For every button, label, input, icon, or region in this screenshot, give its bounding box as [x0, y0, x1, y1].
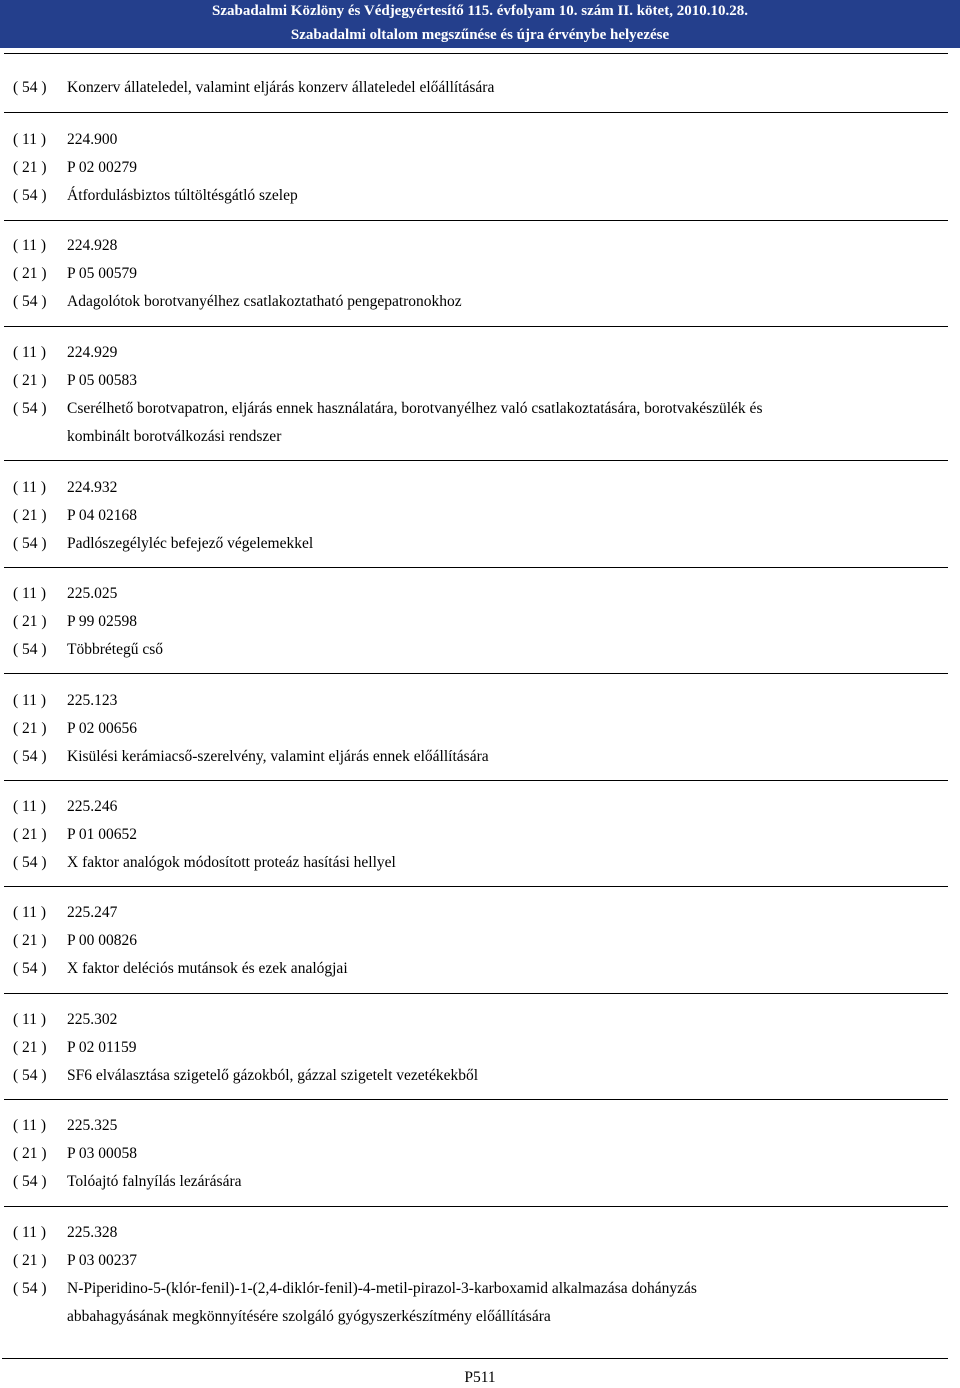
- patent-entry: [0, 339, 960, 451]
- application-row: [0, 1247, 960, 1275]
- patent-title: Konzerv állateledel, valamint eljárás konzerv állateledel előállítására: [67, 79, 495, 96]
- code-54: ( 54 ): [13, 535, 47, 552]
- entry-divider: [4, 673, 948, 674]
- code-54: ( 54 ): [13, 79, 47, 96]
- application-row: [0, 715, 960, 743]
- application-number: P 04 02168: [67, 507, 138, 524]
- code-21: ( 21 ): [13, 720, 47, 737]
- code-21: ( 21 ): [13, 932, 47, 949]
- number-row: [0, 1006, 960, 1034]
- code-21: ( 21 ): [13, 1252, 47, 1269]
- title-continuation-row: [0, 423, 960, 451]
- application-number: P 03 00237: [67, 1252, 138, 1269]
- title-row: [0, 955, 960, 983]
- header-rule: [4, 53, 948, 54]
- patent-entry: [0, 1006, 960, 1090]
- patent-title-continued: abbahagyásának megkönnyítésére szolgáló gyógyszerkészítmény előállítására: [67, 1308, 551, 1325]
- number-row: [0, 899, 960, 927]
- patent-title: Cserélhető borotvapatron, eljárás ennek használatára, borotvanyélhez való csatlakoztatására, borotvakészülék és: [67, 400, 763, 417]
- number-row: [0, 580, 960, 608]
- patent-number: 225.247: [67, 904, 118, 921]
- patent-entry: [0, 899, 960, 983]
- application-row: [0, 502, 960, 530]
- number-row: [0, 339, 960, 367]
- number-row: [0, 126, 960, 154]
- patent-title: X faktor analógok módosított proteáz hasítási hellyel: [67, 854, 396, 871]
- application-number: P 02 00656: [67, 720, 138, 737]
- application-number: P 02 01159: [67, 1039, 137, 1056]
- patent-title: X faktor deléciós mutánsok és ezek analógjai: [67, 960, 348, 977]
- application-number: P 02 00279: [67, 159, 138, 176]
- entry-divider: [4, 460, 948, 461]
- code-54: ( 54 ): [13, 748, 47, 765]
- application-number: P 99 02598: [67, 613, 138, 630]
- application-number: P 05 00579: [67, 265, 138, 282]
- code-54: ( 54 ): [13, 293, 47, 310]
- code-21: ( 21 ): [13, 159, 47, 176]
- code-54: ( 54 ): [13, 641, 47, 658]
- entry-divider: [4, 1206, 948, 1207]
- application-row: [0, 367, 960, 395]
- patent-title: Átfordulásbiztos túltöltésgátló szelep: [67, 187, 298, 204]
- patent-number: 225.328: [67, 1224, 118, 1241]
- title-row: [0, 1275, 960, 1303]
- code-21: ( 21 ): [13, 507, 47, 524]
- code-11: ( 11 ): [13, 479, 46, 496]
- code-11: ( 11 ): [13, 798, 46, 815]
- application-row: [0, 154, 960, 182]
- title-row: [0, 182, 960, 210]
- number-row: [0, 232, 960, 260]
- patent-number: 225.025: [67, 585, 118, 602]
- code-11: ( 11 ): [13, 131, 46, 148]
- title-row: [0, 288, 960, 316]
- title-row: [0, 1062, 960, 1090]
- number-row: [0, 1112, 960, 1140]
- title-row: [0, 74, 960, 102]
- patent-entry: [0, 126, 960, 210]
- code-21: ( 21 ): [13, 265, 47, 282]
- code-11: ( 11 ): [13, 692, 46, 709]
- journal-title: Szabadalmi Közlöny és Védjegyértesítő 115. évfolyam 10. szám II. kötet, 2010.10.28.: [212, 3, 748, 19]
- code-54: ( 54 ): [13, 1280, 47, 1297]
- entry-divider: [4, 112, 948, 113]
- patent-title: Tolóajtó falnyílás lezárására: [67, 1173, 242, 1190]
- patent-title: Kisülési kerámiacső-szerelvény, valamint eljárás ennek előállítására: [67, 748, 489, 765]
- code-54: ( 54 ): [13, 854, 47, 871]
- code-54: ( 54 ): [13, 400, 47, 417]
- application-row: [0, 608, 960, 636]
- code-11: ( 11 ): [13, 1011, 46, 1028]
- code-21: ( 21 ): [13, 1145, 47, 1162]
- page-number: P511: [464, 1369, 496, 1386]
- title-row: [0, 530, 960, 558]
- patent-entry: [0, 687, 960, 771]
- patent-title: N-Piperidino-5-(klór-fenil)-1-(2,4-diklór-fenil)-4-metil-pirazol-3-karboxamid alkalmazása dohányzás: [67, 1280, 697, 1297]
- code-11: ( 11 ): [13, 237, 46, 254]
- application-row: [0, 927, 960, 955]
- code-54: ( 54 ): [13, 960, 47, 977]
- patent-number: 224.900: [67, 131, 118, 148]
- code-11: ( 11 ): [13, 1224, 46, 1241]
- number-row: [0, 793, 960, 821]
- title-row: [0, 395, 960, 423]
- patent-entry: [0, 1219, 960, 1331]
- number-row: [0, 687, 960, 715]
- application-number: P 03 00058: [67, 1145, 138, 1162]
- page-header: [0, 0, 960, 48]
- patent-entry: [0, 793, 960, 877]
- title-continuation-row: [0, 1303, 960, 1331]
- patent-title-continued: kombinált borotválkozási rendszer: [67, 428, 282, 445]
- patent-entry: [0, 474, 960, 558]
- application-row: [0, 1034, 960, 1062]
- entry-divider: [4, 886, 948, 887]
- patent-number: 224.928: [67, 237, 118, 254]
- entry-divider: [4, 993, 948, 994]
- application-row: [0, 821, 960, 849]
- application-number: P 01 00652: [67, 826, 138, 843]
- entry-divider: [4, 326, 948, 327]
- patent-title: Padlószegélyléc befejező végelemekkel: [67, 535, 314, 552]
- code-21: ( 21 ): [13, 613, 47, 630]
- footer-rule: [2, 1358, 948, 1359]
- number-row: [0, 1219, 960, 1247]
- patent-entry: [0, 1112, 960, 1196]
- entry-divider: [4, 567, 948, 568]
- code-21: ( 21 ): [13, 826, 47, 843]
- code-54: ( 54 ): [13, 187, 47, 204]
- patent-entry: [0, 232, 960, 316]
- code-21: ( 21 ): [13, 1039, 47, 1056]
- title-row: [0, 636, 960, 664]
- patent-number: 225.325: [67, 1117, 118, 1134]
- entry-divider: [4, 220, 948, 221]
- code-54: ( 54 ): [13, 1067, 47, 1084]
- patent-number: 224.929: [67, 344, 118, 361]
- entry-divider: [4, 1099, 948, 1100]
- application-row: [0, 1140, 960, 1168]
- entry-divider: [4, 780, 948, 781]
- code-11: ( 11 ): [13, 585, 46, 602]
- code-11: ( 11 ): [13, 1117, 46, 1134]
- application-row: [0, 260, 960, 288]
- application-number: P 00 00826: [67, 932, 138, 949]
- patent-number: 225.246: [67, 798, 118, 815]
- title-row: [0, 849, 960, 877]
- section-title: Szabadalmi oltalom megszűnése és újra érvénybe helyezése: [290, 27, 670, 43]
- title-row: [0, 743, 960, 771]
- patent-number: 225.123: [67, 692, 118, 709]
- patent-number: 225.302: [67, 1011, 118, 1028]
- code-21: ( 21 ): [13, 372, 47, 389]
- patent-title: SF6 elválasztása szigetelő gázokból, gázzal szigetelt vezetékekből: [67, 1067, 479, 1084]
- patent-title: Többrétegű cső: [67, 641, 163, 658]
- patent-entry-continued: [0, 74, 960, 102]
- code-11: ( 11 ): [13, 344, 46, 361]
- patent-entry: [0, 580, 960, 664]
- code-54: ( 54 ): [13, 1173, 47, 1190]
- title-row: [0, 1168, 960, 1196]
- patent-number: 224.932: [67, 479, 118, 496]
- number-row: [0, 474, 960, 502]
- patent-title: Adagolótok borotvanyélhez csatlakoztatható pengepatronokhoz: [67, 293, 462, 310]
- application-number: P 05 00583: [67, 372, 138, 389]
- code-11: ( 11 ): [13, 904, 46, 921]
